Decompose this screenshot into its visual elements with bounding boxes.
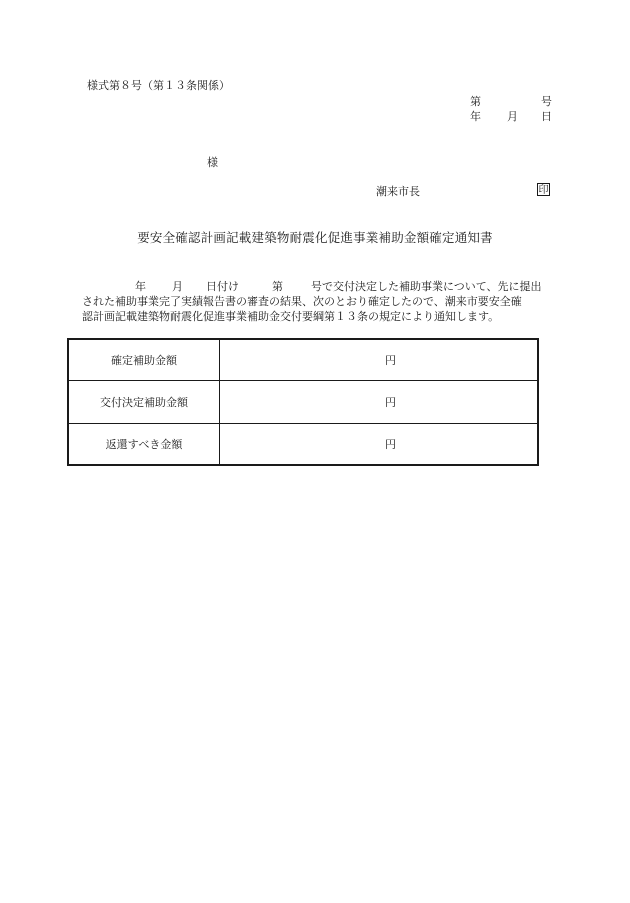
date-year-label: 年 <box>470 110 481 123</box>
amount-cell <box>220 423 538 464</box>
body-number-prefix: 第 <box>272 280 283 293</box>
table-row <box>69 423 537 464</box>
document-title: 要安全確認計画記載建築物耐震化促進事業補助金額確定通知書 <box>137 230 493 245</box>
seal-mark: 印 <box>538 185 549 196</box>
body-date-suffix: 日付け <box>206 280 239 293</box>
table-row <box>69 381 537 423</box>
date-month-label: 月 <box>507 110 518 123</box>
body-year-label: 年 <box>135 280 146 293</box>
body-line-1-rest: 号で交付決定した補助事業について、先に提出 <box>311 280 542 293</box>
row-label: 交付決定補助金額 <box>69 381 220 423</box>
addressee-honorific: 様 <box>207 156 218 169</box>
date-day-label: 日 <box>541 110 552 123</box>
body-line-3: 認計画記載建築物耐震化促進事業補助金交付要綱第１３条の規定により通知します。 <box>82 310 500 323</box>
amount-unit: 円 <box>385 437 396 451</box>
row-label: 確定補助金額 <box>69 340 220 381</box>
amount-cell <box>220 340 538 381</box>
issuer-name: 潮来市長 <box>376 185 420 198</box>
document-number-suffix: 号 <box>541 95 552 108</box>
form-number: 様式第８号（第１３条関係） <box>87 79 230 92</box>
table-row <box>69 340 537 381</box>
amount-unit: 円 <box>385 354 396 368</box>
amount-table <box>67 338 539 466</box>
amount-unit: 円 <box>385 395 396 409</box>
body-line-2: された補助事業完了実績報告書の審査の結果、次のとおり確定したので、潮来市要安全確 <box>82 295 522 308</box>
document-number-prefix: 第 <box>470 95 481 108</box>
amount-cell <box>220 381 538 423</box>
body-month-label: 月 <box>172 280 183 293</box>
row-label: 返還すべき金額 <box>69 423 220 464</box>
